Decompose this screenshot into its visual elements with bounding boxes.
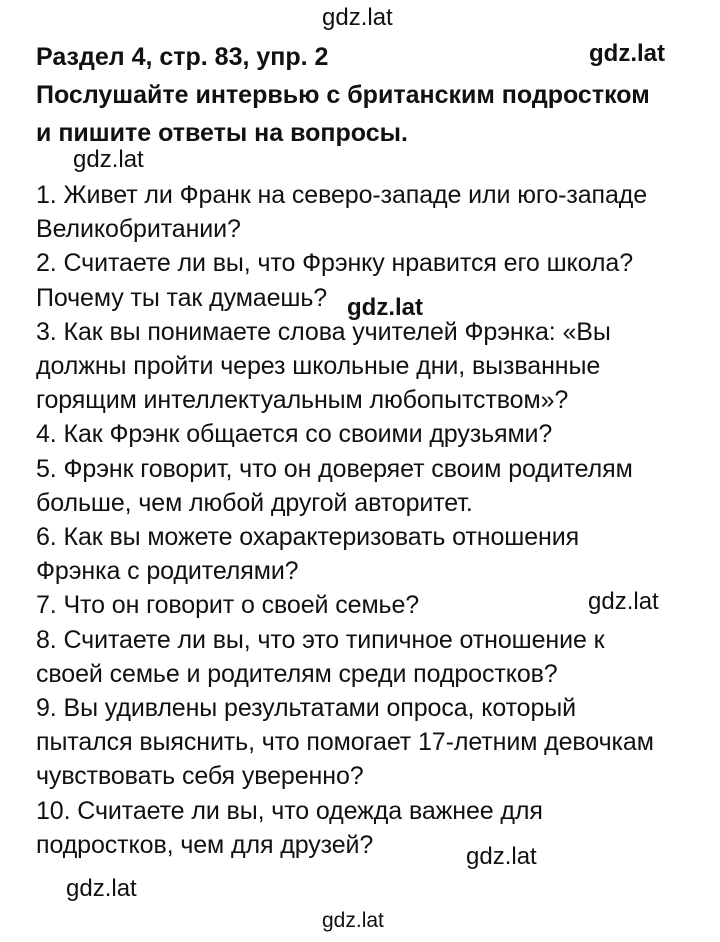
exercise-heading (36, 38, 706, 152)
watermark-header-right: gdz.lat (589, 40, 665, 67)
question-line: 5. Фрэнк говорит, что он доверяет своим родителям (36, 454, 633, 483)
watermark-right-lower: gdz.lat (466, 843, 537, 870)
question-line: Почему ты так думаешь? (36, 283, 328, 312)
question-line: 6. Как вы можете охарактеризовать отношения (36, 523, 580, 552)
question-item (36, 794, 706, 862)
watermark-right-middle: gdz.lat (588, 588, 659, 615)
question-line: 4. Как Фрэнк общается со своими друзьями? (36, 420, 553, 449)
question-line: 2. Считаете ли вы, что Фрэнку нравится его школа? (36, 249, 634, 278)
question-line: пытался выяснить, что помогает 17-летним девочкам (36, 728, 654, 757)
question-line: своей семье и родителям среди подростков? (36, 659, 558, 688)
question-item (36, 452, 706, 520)
question-item (36, 315, 706, 418)
question-item (36, 588, 706, 622)
watermark-bottom: gdz.lat (322, 909, 384, 932)
question-line: 1. Живет ли Франк на северо-западе или юго-западе (36, 181, 648, 209)
question-line: Великобритании? (36, 215, 241, 244)
instruction-line-2: и пишите ответы на вопросы. (36, 119, 408, 147)
instruction-line-1: Послушайте интервью с британским подростком (36, 81, 650, 109)
watermark-left-upper: gdz.lat (73, 146, 144, 173)
question-line: 7. Что он говорит о своей семье? (36, 591, 420, 620)
question-line: чувствовать себя уверенно? (36, 762, 364, 791)
question-list (36, 178, 706, 862)
question-item (36, 520, 706, 588)
question-line: 3. Как вы понимаете слова учителей Фрэнка: «Вы (36, 317, 611, 346)
watermark-top: gdz.lat (322, 4, 393, 31)
question-line: Фрэнка с родителями? (36, 557, 299, 586)
watermark-left-bottom: gdz.lat (66, 875, 137, 902)
question-item (36, 691, 706, 794)
question-line: больше, чем любой другой авторитет. (36, 488, 473, 517)
section-reference: Раздел 4, стр. 83, упр. 2 (36, 43, 329, 71)
question-line: горящим интеллектуальным любопытством»? (36, 386, 569, 415)
question-item (36, 417, 706, 451)
question-item (36, 178, 706, 246)
question-line: 10. Считаете ли вы, что одежда важнее для (36, 796, 543, 825)
watermark-inline: gdz.lat (347, 294, 423, 321)
question-line: 8. Считаете ли вы, что это типичное отношение к (36, 625, 605, 654)
question-line: подростков, чем для друзей? (36, 830, 374, 859)
question-line: должны пройти через школьные дни, вызванные (36, 352, 601, 381)
question-line: 9. Вы удивлены результатами опроса, который (36, 694, 576, 723)
question-item (36, 246, 706, 314)
question-item (36, 623, 706, 691)
